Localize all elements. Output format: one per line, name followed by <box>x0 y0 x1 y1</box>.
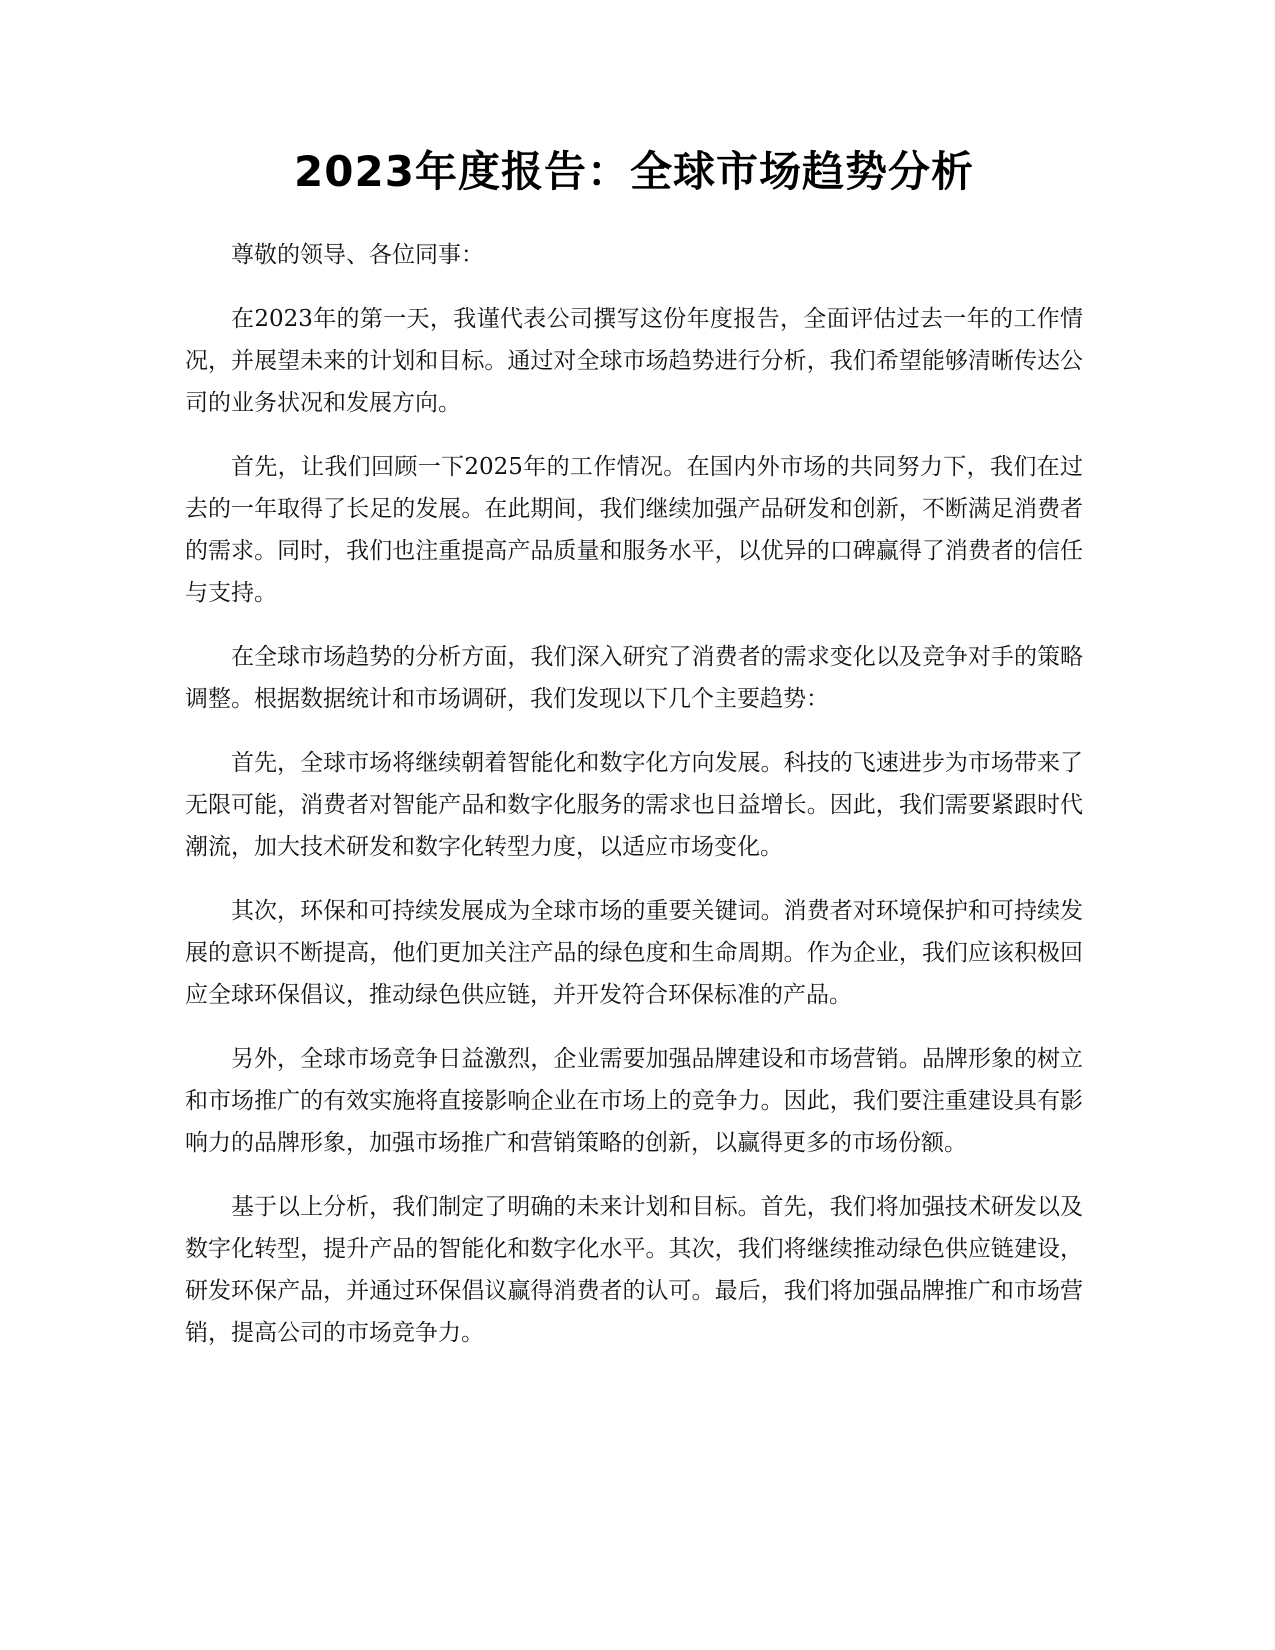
document-title: 2023年度报告：全球市场趋势分析 <box>294 147 974 196</box>
paragraph-trend-sustainability: 其次，环保和可持续发展成为全球市场的重要关键词。消费者对环境保护和可持续发展的意识不断提高，他们更加关注产品的绿色度和生命周期。作为企业，我们应该积极回应全球环保倡议，推动绿色供应链，并开发符合环保标准的产品。 <box>185 898 1083 1008</box>
paragraph-review: 首先，让我们回顾一下2025年的工作情况。在国内外市场的共同努力下，我们在过去的一年取得了长足的发展。在此期间，我们继续加强产品研发和创新，不断满足消费者的需求。同时，我们也注重提高产品质量和服务水平，以优异的口碑赢得了消费者的信任与支持。 <box>185 454 1083 606</box>
paragraph-salutation: 尊敬的领导、各位同事： <box>231 242 484 268</box>
paragraph-trend-overview: 在全球市场趋势的分析方面，我们深入研究了消费者的需求变化以及竞争对手的策略调整。根据数据统计和市场调研，我们发现以下几个主要趋势： <box>185 644 1083 712</box>
paragraph-introduction: 在2023年的第一天，我谨代表公司撰写这份年度报告，全面评估过去一年的工作情况，并展望未来的计划和目标。通过对全球市场趋势进行分析，我们希望能够清晰传达公司的业务状况和发展方向。 <box>185 306 1083 416</box>
paragraph-trend-digital: 首先，全球市场将继续朝着智能化和数字化方向发展。科技的飞速进步为市场带来了无限可能，消费者对智能产品和数字化服务的需求也日益增长。因此，我们需要紧跟时代潮流，加大技术研发和数字化转型力度，以适应市场变化。 <box>185 750 1083 860</box>
paragraph-plans: 基于以上分析，我们制定了明确的未来计划和目标。首先，我们将加强技术研发以及数字化转型，提升产品的智能化和数字化水平。其次，我们将继续推动绿色供应链建设，研发环保产品，并通过环保倡议赢得消费者的认可。最后，我们将加强品牌推广和市场营销，提高公司的市场竞争力。 <box>185 1194 1083 1346</box>
paragraph-trend-branding: 另外，全球市场竞争日益激烈，企业需要加强品牌建设和市场营销。品牌形象的树立和市场推广的有效实施将直接影响企业在市场上的竞争力。因此，我们要注重建设具有影响力的品牌形象，加强市场推广和营销策略的创新，以赢得更多的市场份额。 <box>185 1046 1083 1156</box>
document-body <box>185 140 1083 1376</box>
